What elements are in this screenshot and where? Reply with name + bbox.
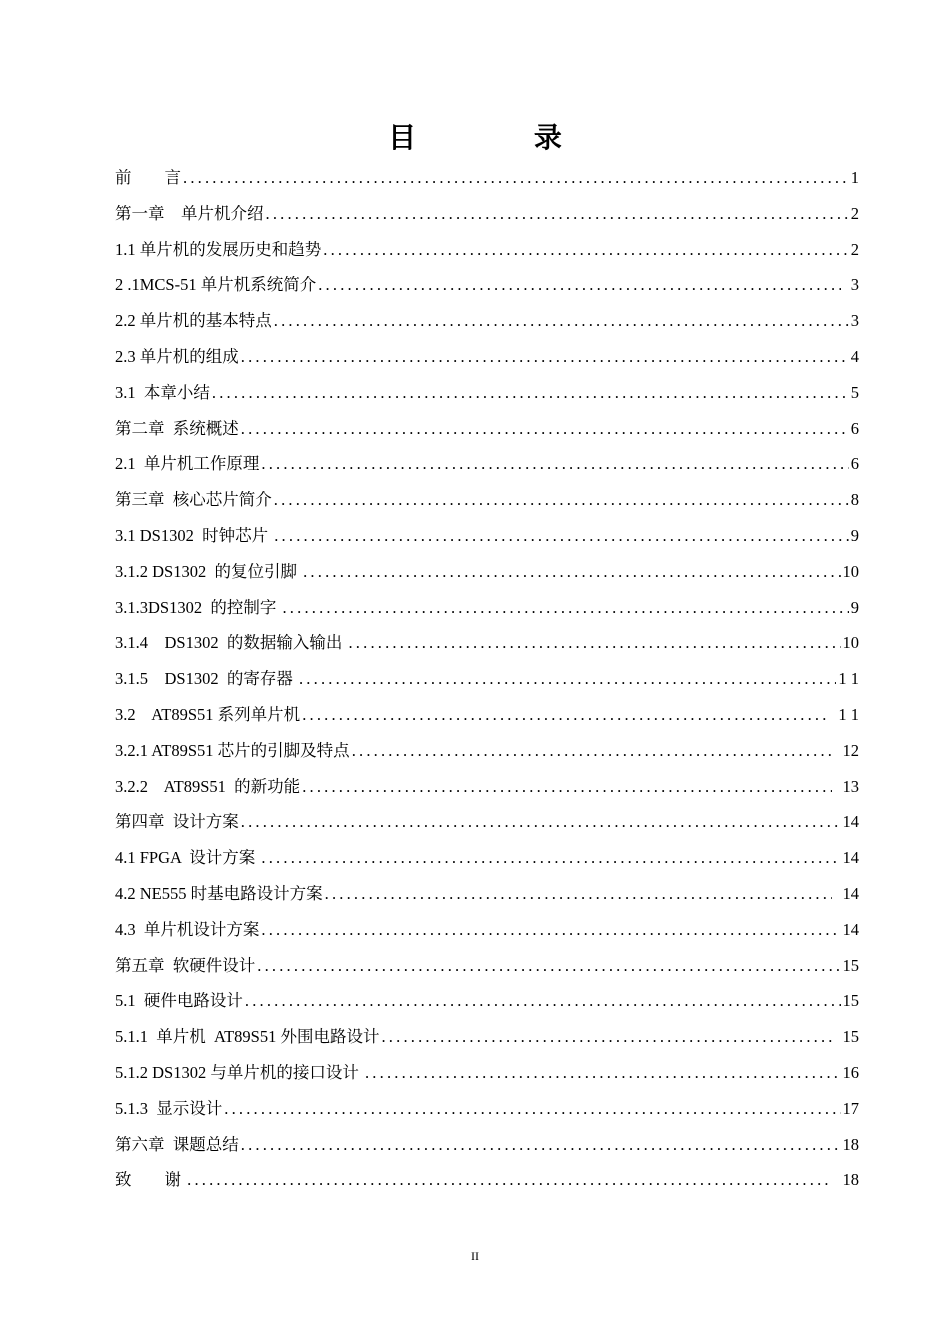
toc-entry-page: 14	[842, 919, 859, 939]
toc-entry-page: 15	[842, 991, 859, 1011]
toc-dot-leader	[325, 876, 833, 912]
toc-entry[interactable]	[115, 160, 859, 196]
toc-entry[interactable]	[115, 554, 859, 590]
toc-dot-leader	[241, 411, 849, 447]
toc-dot-leader	[241, 1127, 841, 1163]
toc-dot-leader	[302, 769, 832, 805]
toc-entry-label: 前 言	[115, 168, 181, 187]
toc-entry-label: 第四章 设计方案	[115, 812, 239, 832]
toc-entry-label: 5.1.2 DS1302 与单片机的接口设计	[115, 1062, 363, 1082]
toc-dot-leader	[274, 303, 849, 339]
toc-entry[interactable]	[115, 804, 859, 840]
toc-entry-label: 3.1 本章小结	[115, 382, 210, 402]
toc-entry[interactable]	[115, 411, 859, 447]
toc-entry-label: 3.2.2 AT89S51 的新功能	[115, 776, 301, 796]
toc-entry-page: 6	[850, 418, 859, 438]
toc-entry-label: 5.1.3 显示设计	[115, 1098, 223, 1118]
toc-dot-leader	[241, 804, 841, 840]
toc-entry[interactable]	[115, 876, 859, 912]
toc-entry-page: 3	[842, 275, 859, 295]
toc-entry-label: 4.1 FPGA 设计方案	[115, 848, 260, 868]
toc-entry-page: 6	[850, 454, 859, 474]
toc-entry-page: 14	[834, 883, 859, 903]
toc-entry-label: 第三章 核心芯片简介	[115, 490, 272, 510]
toc-dot-leader	[261, 912, 840, 948]
toc-dot-leader	[241, 339, 849, 375]
toc-entry-label: 5.1.1 单片机 AT89S51 外围电路设计	[115, 1027, 380, 1047]
toc-entry[interactable]	[115, 661, 859, 697]
toc-entry[interactable]	[115, 1019, 859, 1055]
toc-entry[interactable]	[115, 983, 859, 1019]
toc-entry-page: 18	[834, 1170, 859, 1190]
toc-entry-page: 1	[850, 168, 859, 187]
toc-entry-label: 2.1 单片机工作原理	[115, 454, 260, 474]
toc-entry[interactable]	[115, 1162, 859, 1198]
toc-entry-label: 第六章 课题总结	[115, 1134, 239, 1154]
toc-entry-label: 第五章 软硬件设计	[115, 955, 256, 975]
toc-dot-leader	[224, 1091, 840, 1127]
toc-entry[interactable]	[115, 375, 859, 411]
toc-entry-page: 12	[834, 740, 859, 760]
toc-dot-leader	[302, 697, 828, 733]
toc-dot-leader	[299, 661, 836, 697]
toc-entry-label: 3.1.5 DS1302 的寄存器	[115, 669, 297, 689]
toc-dot-leader	[261, 840, 840, 876]
toc-dot-leader	[318, 267, 840, 303]
toc-entry[interactable]	[115, 733, 859, 769]
toc-entry-page: 1 1	[838, 669, 859, 689]
toc-dot-leader	[212, 375, 849, 411]
page-number: II	[471, 1249, 479, 1263]
toc-entry-page: 14	[842, 812, 859, 832]
toc-entry[interactable]	[115, 482, 859, 518]
toc-entry-label: 2 .1MCS-51 单片机系统简介	[115, 275, 317, 295]
toc-entry[interactable]	[115, 196, 859, 232]
toc-entry-label: 致 谢	[115, 1170, 186, 1190]
toc-dot-leader	[245, 983, 841, 1019]
toc-dot-leader	[303, 554, 840, 590]
toc-entry-label: 3.2 AT89S51 系列单片机	[115, 704, 301, 724]
toc-entry-label: 第二章 系统概述	[115, 418, 239, 438]
toc-title: 目 录	[388, 121, 616, 154]
toc-entry-page: 2	[850, 203, 859, 223]
toc-entry[interactable]	[115, 232, 859, 268]
toc-dot-leader	[323, 232, 849, 268]
toc-entry-label: 5.1 硬件电路设计	[115, 991, 243, 1011]
toc-entry-page: 13	[834, 776, 859, 796]
toc-entry[interactable]	[115, 769, 859, 805]
table-of-contents	[115, 160, 859, 1198]
toc-entry-label: 3.2.1 AT89S51 芯片的引脚及特点	[115, 740, 350, 760]
toc-entry-label: 2.3 单片机的组成	[115, 346, 239, 366]
toc-entry-page: 15	[842, 955, 859, 975]
toc-entry-label: 3.1.4 DS1302 的数据输入输出	[115, 633, 347, 653]
toc-entry-label: 4.3 单片机设计方案	[115, 919, 260, 939]
toc-entry-label: 2.2 单片机的基本特点	[115, 311, 272, 331]
toc-dot-leader	[183, 160, 849, 196]
toc-dot-leader	[381, 1019, 832, 1055]
toc-entry[interactable]	[115, 518, 859, 554]
toc-entry[interactable]	[115, 948, 859, 984]
toc-entry[interactable]	[115, 625, 859, 661]
toc-entry[interactable]	[115, 446, 859, 482]
toc-entry[interactable]	[115, 840, 859, 876]
toc-dot-leader	[266, 196, 849, 232]
toc-entry[interactable]	[115, 1055, 859, 1091]
toc-entry[interactable]	[115, 339, 859, 375]
toc-entry-page: 2	[850, 239, 859, 259]
toc-dot-leader	[274, 482, 849, 518]
toc-entry[interactable]	[115, 697, 859, 733]
toc-entry-label: 1.1 单片机的发展历史和趋势	[115, 239, 322, 259]
toc-entry-page: 16	[842, 1062, 859, 1082]
toc-entry[interactable]	[115, 267, 859, 303]
toc-entry[interactable]	[115, 912, 859, 948]
toc-entry-page: 15	[834, 1027, 859, 1047]
toc-dot-leader	[187, 1162, 832, 1198]
toc-entry-page: 3	[850, 311, 859, 331]
toc-entry-page: 17	[842, 1098, 859, 1118]
toc-entry-page: 1 1	[830, 704, 859, 724]
toc-dot-leader	[257, 948, 840, 984]
toc-entry[interactable]	[115, 590, 859, 626]
toc-entry-label: 3.1 DS1302 时钟芯片	[115, 525, 273, 545]
toc-entry-page: 8	[850, 490, 859, 510]
toc-dot-leader	[282, 590, 848, 626]
toc-entry-label: 3.1.2 DS1302 的复位引脚	[115, 561, 302, 581]
toc-entry[interactable]	[115, 1127, 859, 1163]
toc-dot-leader	[348, 625, 840, 661]
toc-entry-page: 14	[842, 848, 859, 868]
toc-entry-label: 3.1.3DS1302 的控制字	[115, 597, 281, 617]
toc-dot-leader	[365, 1055, 841, 1091]
toc-entry[interactable]	[115, 1091, 859, 1127]
toc-entry-page: 9	[850, 597, 859, 617]
toc-entry-page: 10	[842, 561, 859, 581]
toc-entry-label: 4.2 NE555 时基电路设计方案	[115, 883, 323, 903]
toc-dot-leader	[274, 518, 849, 554]
toc-entry-page: 4	[850, 346, 859, 366]
toc-entry-page: 18	[842, 1134, 859, 1154]
toc-entry-page: 9	[850, 525, 859, 545]
toc-entry-page: 5	[850, 382, 859, 402]
toc-entry[interactable]	[115, 303, 859, 339]
toc-entry-label: 第一章 单片机介绍	[115, 203, 264, 223]
toc-dot-leader	[261, 446, 848, 482]
toc-dot-leader	[352, 733, 833, 769]
toc-entry-page: 10	[842, 633, 859, 653]
